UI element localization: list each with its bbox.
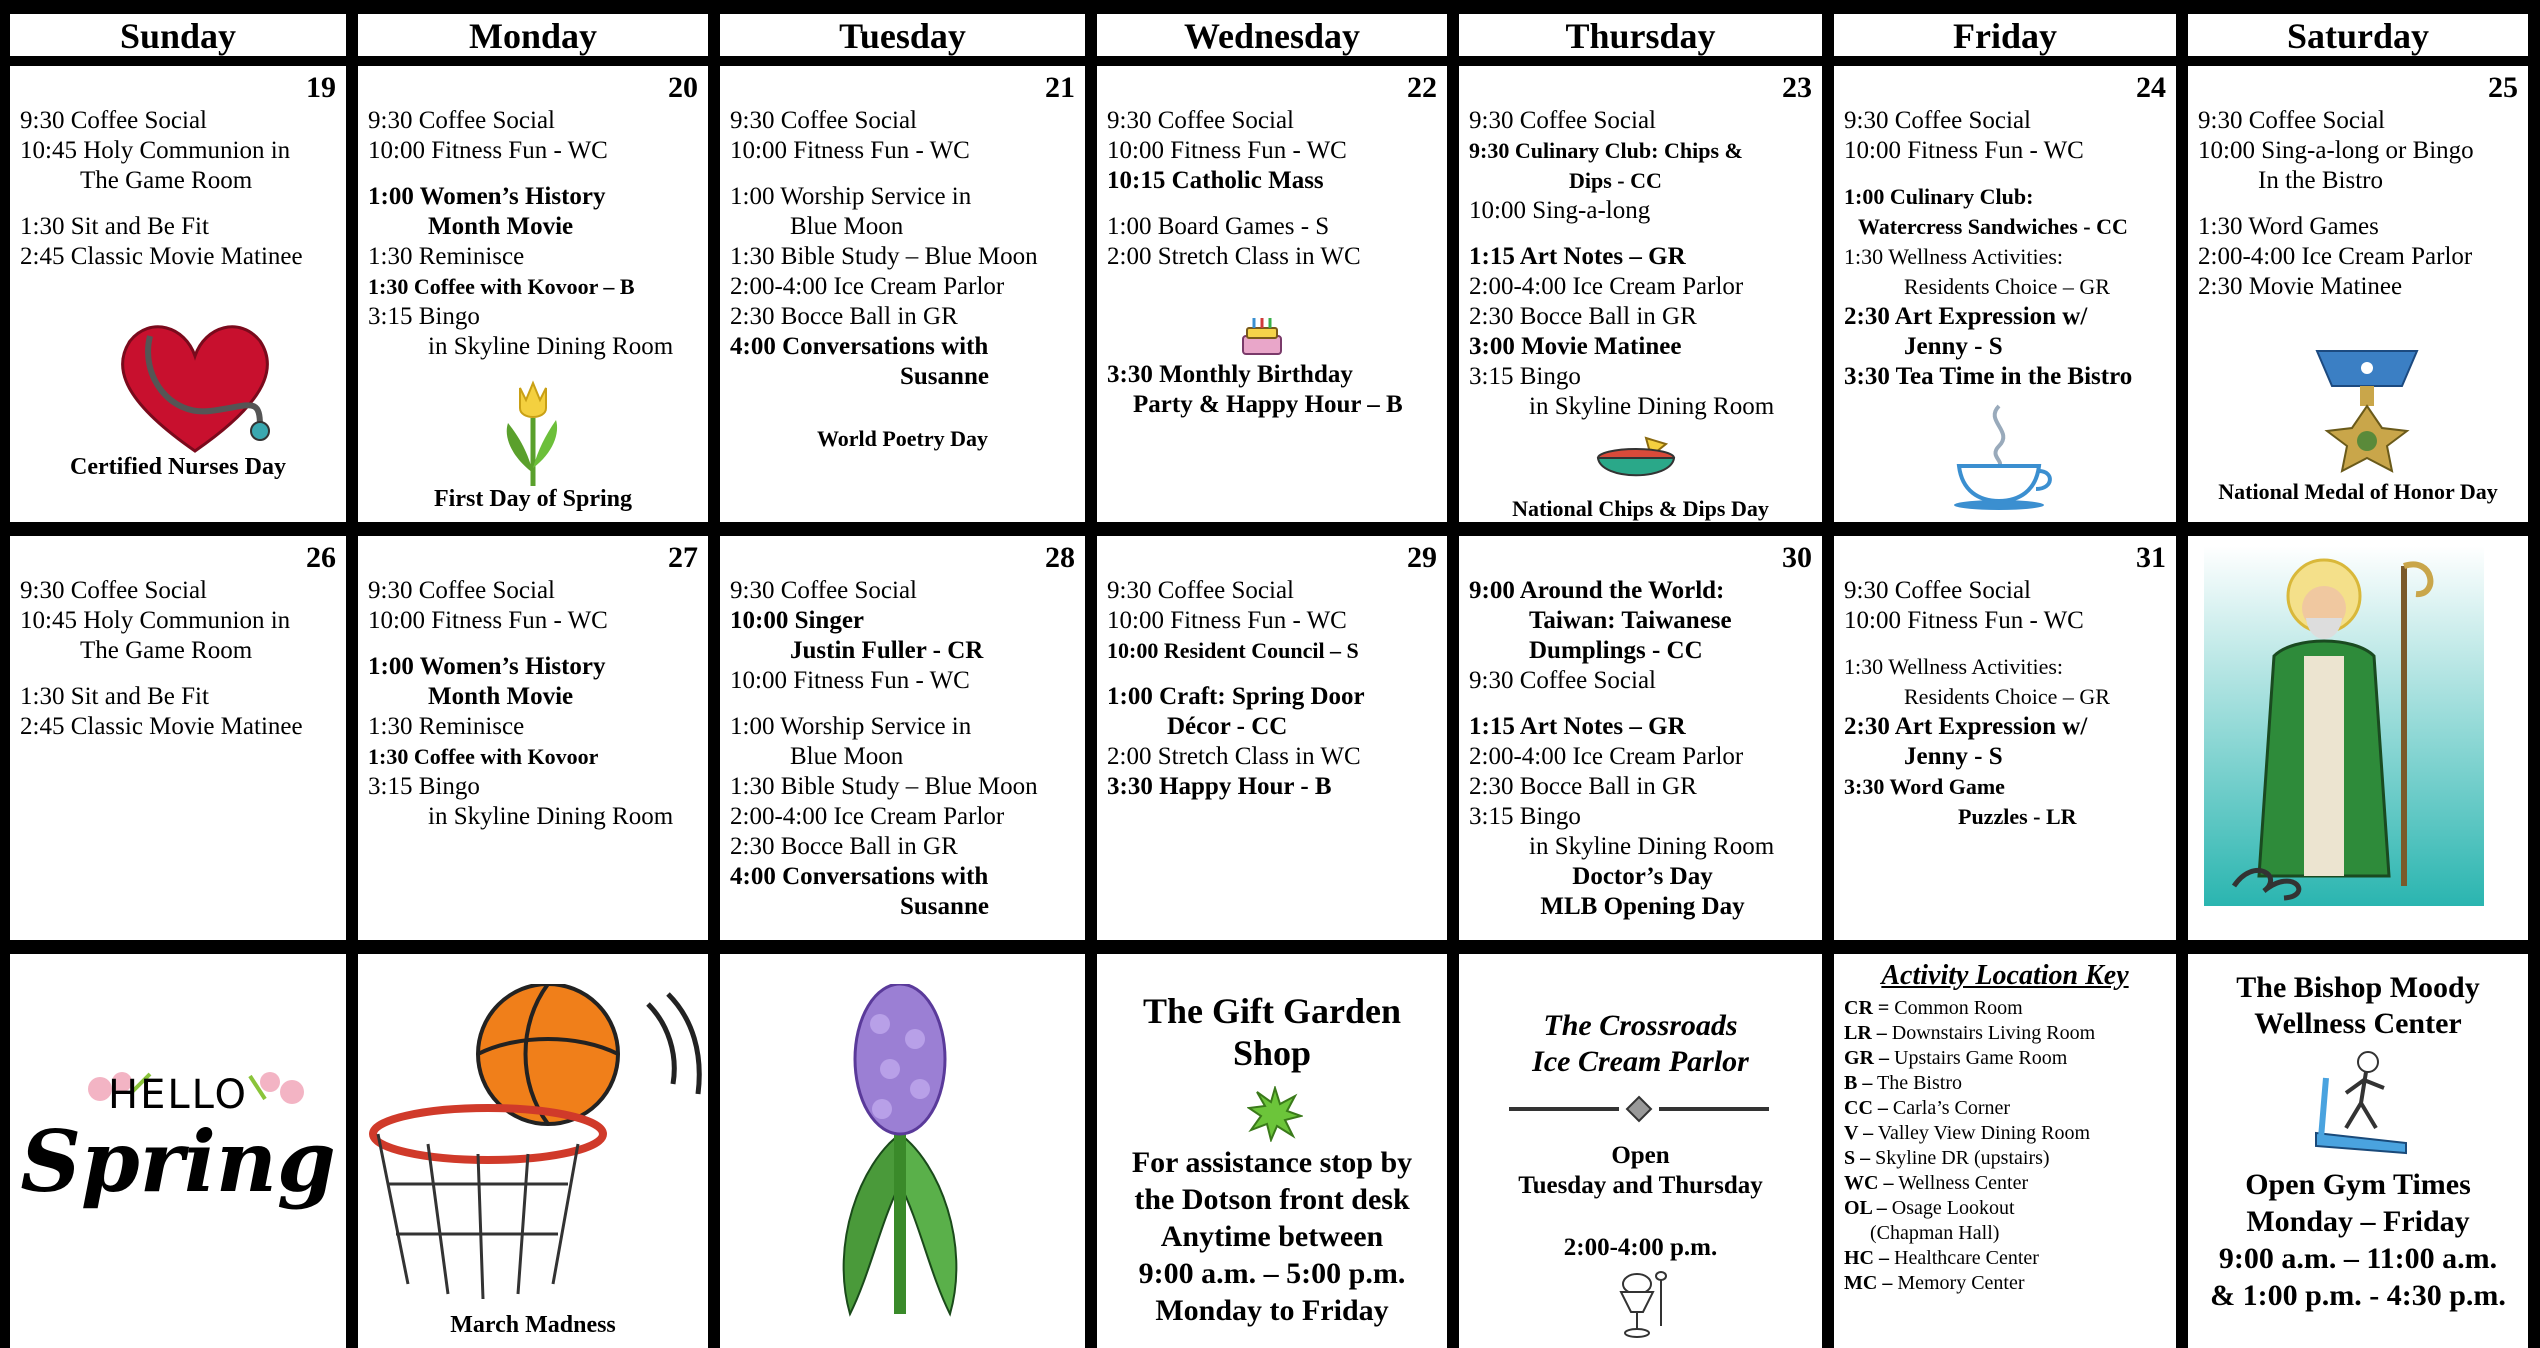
event-item: 10:00 Singer <box>730 607 865 634</box>
event-item: Puzzles - LR <box>1958 804 2077 829</box>
gift-shop-title-line2: Shop <box>1232 1033 1312 1073</box>
location-key-title: Activity Location Key <box>1881 960 2129 991</box>
key-row: CR = Common Room <box>1844 997 2023 1019</box>
event-item: 2:00-4:00 Ice Cream Parlor <box>1469 273 1744 300</box>
event-item: 1:30 Coffee with Kovoor <box>368 744 599 769</box>
event-item: 2:30 Art Expression w/ <box>1844 303 2088 330</box>
event-item: 3:15 Bingo <box>1469 363 1581 390</box>
event-item: The Game Room <box>80 167 253 194</box>
event-item: 1:00 Women’s History <box>368 183 606 210</box>
event-item: Dumplings - CC <box>1529 637 1703 664</box>
event-item: 9:00 Around the World: <box>1469 577 1725 604</box>
event-item: 1:30 Sit and Be Fit <box>20 683 209 710</box>
event-item: Jenny - S <box>1904 333 2003 360</box>
tulip-icon <box>498 378 568 488</box>
day-cell-21 <box>720 66 1085 522</box>
hello-spring-cell <box>10 954 346 1348</box>
gym-line: Monday – Friday <box>2246 1205 2470 1238</box>
event-item: 1:15 Art Notes – GR <box>1469 713 1686 740</box>
event-item: 3:15 Bingo <box>1469 803 1581 830</box>
header-thursday: Thursday <box>1459 14 1822 56</box>
day-cell-30 <box>1459 536 1822 940</box>
chips-dip-bowl-icon <box>1591 436 1681 486</box>
header-wednesday: Wednesday <box>1097 14 1447 56</box>
event-item: 3:15 Bingo <box>368 303 480 330</box>
event-item: in Skyline Dining Room <box>1529 393 1775 420</box>
event-item: 9:30 Coffee Social <box>1107 107 1294 134</box>
gym-line: 9:00 a.m. – 11:00 a.m. <box>2218 1242 2498 1275</box>
event-item: 9:30 Coffee Social <box>1844 107 2031 134</box>
event-item: 3:30 Happy Hour - B <box>1107 773 1332 800</box>
gift-shop-line: For assistance stop by <box>1131 1146 1413 1179</box>
event-item: 2:00-4:00 Ice Cream Parlor <box>730 803 1005 830</box>
day-number: 30 <box>1782 541 1812 574</box>
day-cell-26 <box>10 536 346 940</box>
event-item: Justin Fuller - CR <box>790 637 984 664</box>
event-item: 1:30 Reminisce <box>368 243 525 270</box>
event-item: 9:30 Coffee Social <box>368 107 555 134</box>
event-item: 1:00 Craft: Spring Door <box>1107 683 1365 710</box>
day-number: 21 <box>1045 71 1075 104</box>
observance-label: First Day of Spring <box>434 486 632 512</box>
day-cell-19 <box>10 66 346 522</box>
location-key-cell <box>1834 954 2176 1348</box>
event-item: Jenny - S <box>1904 743 2003 770</box>
parlor-hours: 2:00-4:00 p.m. <box>1563 1234 1718 1261</box>
event-item: Doctor’s Day <box>1572 863 1713 890</box>
event-item: 10:15 Catholic Mass <box>1107 167 1324 194</box>
event-item: Blue Moon <box>790 743 904 770</box>
key-row: B – The Bistro <box>1844 1072 1962 1094</box>
parlor-title: The Crossroads <box>1543 1009 1738 1042</box>
day-number: 24 <box>2136 71 2166 104</box>
spring-script-text: Spring <box>20 1112 336 1211</box>
event-item: 10:00 Sing-a-long <box>1469 197 1651 224</box>
event-item: 9:30 Coffee Social <box>2198 107 2385 134</box>
event-item: 9:30 Coffee Social <box>1107 577 1294 604</box>
hello-text: HELLO <box>108 1072 248 1118</box>
hyacinth-flower-icon <box>820 984 980 1324</box>
day-number: 29 <box>1407 541 1437 574</box>
event-item: 1:30 Bible Study – Blue Moon <box>730 773 1038 800</box>
event-item: 3:00 Movie Matinee <box>1469 333 1682 360</box>
event-item: 2:00 Stretch Class in WC <box>1107 243 1361 270</box>
event-item: 1:30 Wellness Activities: <box>1844 654 2064 679</box>
event-item: 10:00 Fitness Fun - WC <box>1107 137 1347 164</box>
header-saturday: Saturday <box>2188 14 2528 56</box>
event-item: 1:30 Bible Study – Blue Moon <box>730 243 1038 270</box>
event-item: 9:30 Coffee Social <box>1469 107 1656 134</box>
day-number: 31 <box>2136 541 2166 574</box>
event-item: 2:00-4:00 Ice Cream Parlor <box>2198 243 2473 270</box>
gym-line: Open Gym Times <box>2245 1168 2471 1201</box>
event-item: Susanne <box>900 893 989 920</box>
st-patrick-illustration <box>2204 546 2484 906</box>
teacup-icon <box>1944 401 2054 511</box>
key-row: WC – Wellness Center <box>1844 1172 2029 1194</box>
event-item: 2:30 Movie Matinee <box>2198 273 2403 300</box>
day-number: 20 <box>668 71 698 104</box>
observance-label: World Poetry Day <box>816 426 989 451</box>
event-item: 2:30 Bocce Ball in GR <box>730 303 958 330</box>
observance-label: Certified Nurses Day <box>70 454 286 480</box>
parlor-days: Tuesday and Thursday <box>1518 1172 1763 1199</box>
gift-shop-line: Anytime between <box>1160 1220 1384 1253</box>
event-item: 1:00 Women’s History <box>368 653 606 680</box>
wellness-center-cell <box>2188 954 2528 1348</box>
event-item: 1:30 Wellness Activities: <box>1844 244 2064 269</box>
key-row: V – Valley View Dining Room <box>1844 1122 2091 1144</box>
event-item: 1:00 Board Games - S <box>1107 213 1330 240</box>
ice-cream-parlor-cell <box>1459 954 1822 1348</box>
event-item: 2:45 Classic Movie Matinee <box>20 243 303 270</box>
event-item: 2:00-4:00 Ice Cream Parlor <box>1469 743 1744 770</box>
parlor-open: Open <box>1611 1142 1670 1169</box>
header-monday: Monday <box>358 14 708 56</box>
event-item: Blue Moon <box>790 213 904 240</box>
day-cell-31 <box>1834 536 2176 940</box>
gym-line: & 1:00 p.m. - 4:30 p.m. <box>2210 1279 2506 1312</box>
event-item: 1:30 Word Games <box>2198 213 2379 240</box>
sundae-icon <box>1617 1270 1671 1340</box>
event-item: Party & Happy Hour – B <box>1133 391 1403 418</box>
event-item: Watercress Sandwiches - CC <box>1858 214 2128 239</box>
parlor-title-line2: Ice Cream Parlor <box>1532 1045 1749 1078</box>
day-cell-20 <box>358 66 708 522</box>
header-friday: Friday <box>1834 14 2176 56</box>
event-item: 10:00 Sing-a-long or Bingo <box>2198 137 2474 164</box>
birthday-cake-icon <box>1237 314 1287 358</box>
wellness-title: The Bishop Moody <box>2236 971 2480 1004</box>
event-item: 10:00 Fitness Fun - WC <box>368 607 608 634</box>
observance-label: National Chips & Dips Day <box>1512 496 1769 521</box>
event-item: Residents Choice – GR <box>1904 274 2110 299</box>
header-sunday: Sunday <box>10 14 346 56</box>
day-cell-22 <box>1097 66 1447 522</box>
event-item: 9:30 Coffee Social <box>20 577 207 604</box>
event-item: Susanne <box>900 363 989 390</box>
gift-shop-line: Monday to Friday <box>1155 1294 1389 1327</box>
event-item: 10:00 Fitness Fun - WC <box>1844 137 2084 164</box>
medal-of-honor-icon <box>2312 346 2422 476</box>
event-item: 10:00 Fitness Fun - WC <box>368 137 608 164</box>
key-row: GR – Upstairs Game Room <box>1844 1047 2068 1069</box>
gift-shop-line: the Dotson front desk <box>1134 1183 1410 1216</box>
event-item: 1:15 Art Notes – GR <box>1469 243 1686 270</box>
day-cell-27 <box>358 536 708 940</box>
day-cell-28 <box>720 536 1085 940</box>
divider-ornament <box>1509 1094 1769 1124</box>
event-item: 9:30 Culinary Club: Chips & <box>1469 138 1743 163</box>
event-item: 2:30 Art Expression w/ <box>1844 713 2088 740</box>
event-item: 9:30 Coffee Social <box>368 577 555 604</box>
event-item: Residents Choice – GR <box>1904 684 2110 709</box>
event-item: 3:30 Monthly Birthday <box>1107 361 1353 388</box>
event-item: 4:00 Conversations with <box>730 333 989 360</box>
header-tuesday: Tuesday <box>720 14 1085 56</box>
event-item: in Skyline Dining Room <box>428 333 674 360</box>
event-item: 9:30 Coffee Social <box>730 577 917 604</box>
heart-stethoscope-icon <box>110 316 290 456</box>
event-item: 1:30 Sit and Be Fit <box>20 213 209 240</box>
day-number: 22 <box>1407 71 1437 104</box>
event-item: Taiwan: Taiwanese <box>1529 607 1732 634</box>
day-number: 25 <box>2488 71 2518 104</box>
key-row: MC – Memory Center <box>1844 1272 2025 1294</box>
day-number: 23 <box>1782 71 1812 104</box>
event-item: MLB Opening Day <box>1540 893 1745 920</box>
event-item: 2:30 Bocce Ball in GR <box>730 833 958 860</box>
event-item: 2:00 Stretch Class in WC <box>1107 743 1361 770</box>
march-madness-label: March Madness <box>450 1312 616 1338</box>
day-number: 27 <box>668 541 698 574</box>
event-item: 10:00 Resident Council – S <box>1107 638 1359 663</box>
day-cell-24 <box>1834 66 2176 522</box>
event-item: Dips - CC <box>1569 168 1662 193</box>
gift-shop-line: 9:00 a.m. – 5:00 p.m. <box>1138 1257 1406 1290</box>
hyacinth-cell <box>720 954 1085 1348</box>
day-cell-25 <box>2188 66 2528 522</box>
event-item: 1:30 Coffee with Kovoor – B <box>368 274 635 299</box>
day-cell-23 <box>1459 66 1822 522</box>
treadmill-icon <box>2306 1048 2416 1158</box>
event-item: 3:30 Word Game <box>1844 774 2005 799</box>
day-number: 19 <box>306 71 336 104</box>
event-item: 10:45 Holy Communion in <box>20 137 291 164</box>
key-row: LR – Downstairs Living Room <box>1844 1022 2096 1044</box>
event-item: 2:30 Bocce Ball in GR <box>1469 303 1697 330</box>
event-item: 4:00 Conversations with <box>730 863 989 890</box>
day-cell-29 <box>1097 536 1447 940</box>
event-item: 2:45 Classic Movie Matinee <box>20 713 303 740</box>
green-flower-icon <box>1247 1086 1303 1142</box>
day-number: 26 <box>306 541 336 574</box>
event-item: 9:30 Coffee Social <box>730 107 917 134</box>
basketball-hoop-icon <box>368 984 708 1304</box>
event-item: in Skyline Dining Room <box>1529 833 1775 860</box>
gift-shop-title: The Gift Garden <box>1143 991 1401 1031</box>
gift-shop-cell <box>1097 954 1447 1348</box>
observance-label: National Medal of Honor Day <box>2218 479 2498 504</box>
event-item: In the Bistro <box>2258 167 2383 194</box>
event-item: 9:30 Coffee Social <box>1469 667 1656 694</box>
key-row: S – Skyline DR (upstairs) <box>1844 1147 2050 1169</box>
event-item: 9:30 Coffee Social <box>1844 577 2031 604</box>
event-item: 1:00 Culinary Club: <box>1844 184 2034 209</box>
event-item: 3:30 Tea Time in the Bistro <box>1844 363 2133 390</box>
event-item: 3:15 Bingo <box>368 773 480 800</box>
key-row: CC – Carla’s Corner <box>1844 1097 2011 1119</box>
event-item: in Skyline Dining Room <box>428 803 674 830</box>
event-item: 1:00 Worship Service in <box>730 183 972 210</box>
event-item: The Game Room <box>80 637 253 664</box>
key-row: HC – Healthcare Center <box>1844 1247 2039 1269</box>
event-item: 1:30 Reminisce <box>368 713 525 740</box>
event-item: 2:30 Bocce Ball in GR <box>1469 773 1697 800</box>
event-item: 10:00 Fitness Fun - WC <box>730 137 970 164</box>
event-item: Month Movie <box>428 683 574 710</box>
event-item: 10:00 Fitness Fun - WC <box>1844 607 2084 634</box>
key-row: (Chapman Hall) <box>1870 1222 2000 1244</box>
event-item: 10:00 Fitness Fun - WC <box>730 667 970 694</box>
day-number: 28 <box>1045 541 1075 574</box>
event-item: Décor - CC <box>1167 713 1288 740</box>
event-item: 2:00-4:00 Ice Cream Parlor <box>730 273 1005 300</box>
event-item: 9:30 Coffee Social <box>20 107 207 134</box>
key-row: OL – Osage Lookout <box>1844 1197 2015 1219</box>
event-item: 10:45 Holy Communion in <box>20 607 291 634</box>
wellness-title-line2: Wellness Center <box>2254 1007 2462 1040</box>
event-item: 10:00 Fitness Fun - WC <box>1107 607 1347 634</box>
event-item: Month Movie <box>428 213 574 240</box>
march-madness-cell <box>358 954 708 1348</box>
st-patrick-cell <box>2188 536 2528 940</box>
event-item: 1:00 Worship Service in <box>730 713 972 740</box>
